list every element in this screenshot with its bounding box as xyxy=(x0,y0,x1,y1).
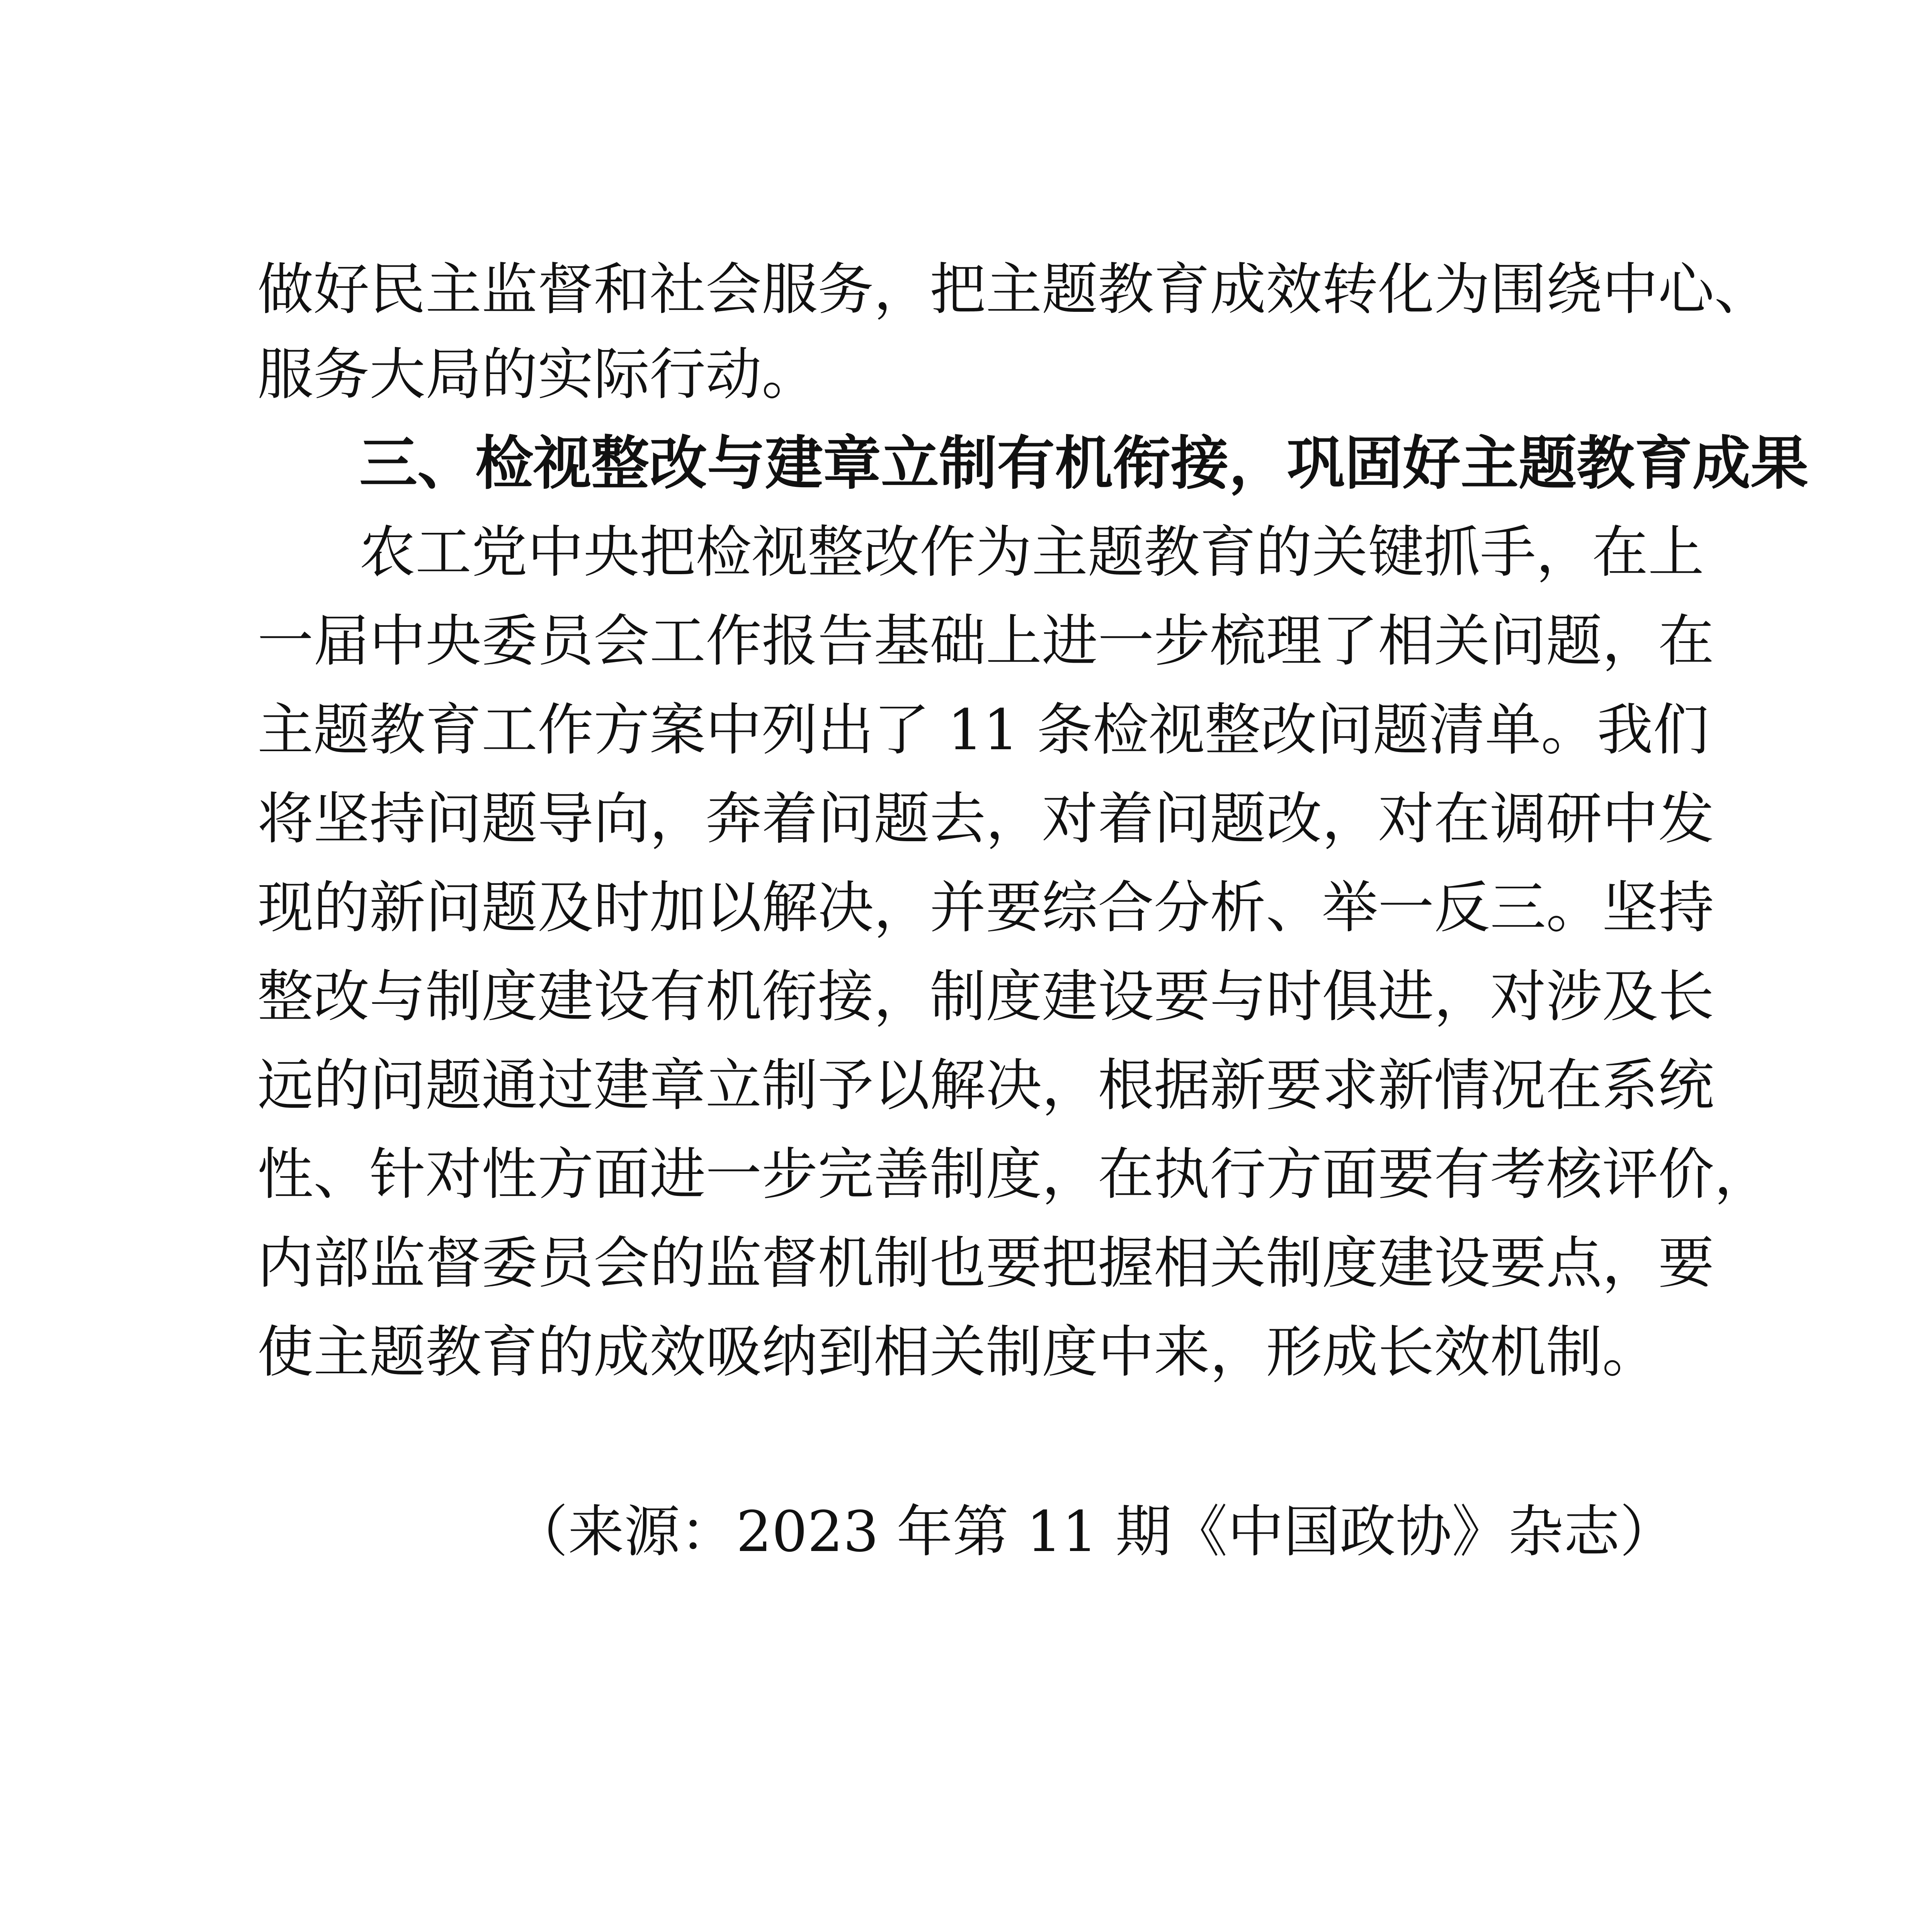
paragraph-line-3: 主题教育工作方案中列出了 11 条检视整改问题清单。我们 xyxy=(257,697,1709,763)
paragraph-line-6: 整改与制度建设有机衔接，制度建设要与时俱进，对涉及长 xyxy=(257,964,1714,1029)
paragraph-line-2: 一届中央委员会工作报告基础上进一步梳理了相关问题，在 xyxy=(257,609,1714,674)
section-heading: 三、检视整改与建章立制有机衔接，巩固好主题教育成果 xyxy=(359,430,1809,497)
continuation-line-1: 做好民主监督和社会服务，把主题教育成效转化为围绕中心、 xyxy=(257,257,1770,322)
source-note: （来源：2023 年第 11 期《中国政协》杂志） xyxy=(512,1499,1676,1565)
paragraph-line-5: 现的新问题及时加以解决，并要综合分析、举一反三。坚持 xyxy=(257,875,1714,940)
paragraph-line-7: 远的问题通过建章立制予以解决，根据新要求新情况在系统 xyxy=(257,1053,1714,1118)
paragraph-line-9: 内部监督委员会的监督机制也要把握相关制度建设要点，要 xyxy=(257,1231,1714,1296)
continuation-line-2: 服务大局的实际行动。 xyxy=(257,342,818,407)
paragraph-line-1: 农工党中央把检视整改作为主题教育的关键抓手，在上 xyxy=(359,520,1704,585)
paragraph-line-10: 使主题教育的成效吸纳到相关制度中来，形成长效机制。 xyxy=(257,1320,1658,1385)
paragraph-line-8: 性、针对性方面进一步完善制度，在执行方面要有考核评价， xyxy=(257,1142,1770,1207)
paragraph-line-4: 将坚持问题导向，奔着问题去，对着问题改，对在调研中发 xyxy=(257,786,1714,852)
